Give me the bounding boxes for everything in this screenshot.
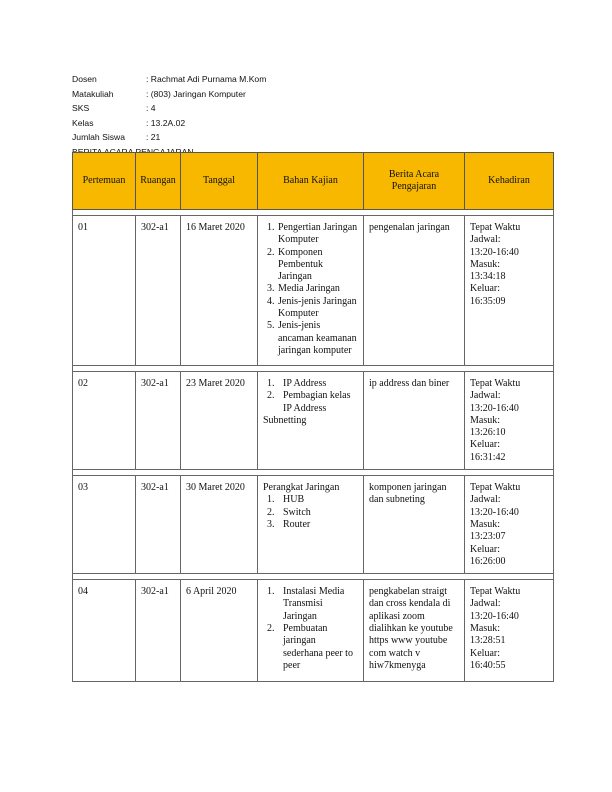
tanggal-cell: 6 April 2020 (181, 580, 258, 682)
list-item: 1. Instalasi Media Transmisi Jaringan (277, 586, 358, 623)
ruangan-cell: 302-a1 (136, 372, 181, 470)
bahan-kajian-list (263, 494, 358, 531)
bahan-kajian-cell (258, 216, 364, 366)
masuk-label: Masuk: (470, 258, 500, 270)
berita-acara-cell: pengenalan jaringan (364, 216, 465, 366)
list-item: 3. Router (277, 519, 358, 531)
kelas-row (72, 116, 266, 131)
jumlah-siswa-label: Jumlah Siswa (72, 132, 126, 143)
masuk-label: Masuk: (470, 518, 500, 530)
list-item: 2. Pembuatan jaringan sederhana peer to peer (277, 623, 358, 672)
keluar-label: Keluar: (470, 647, 500, 659)
list-item: 1. IP Address (277, 378, 358, 390)
keluar-label: Keluar: (470, 283, 500, 295)
jadwal-value: 13:20-16:40 (470, 506, 519, 518)
berita-acara-cell: pengkabelan straigt dan cross kendala di aplikasi zoom dialihkan ke youtube https www youtube com watch v hiw7kmenyga (364, 580, 465, 682)
table-row (73, 372, 554, 470)
jumlah-siswa-row (72, 130, 266, 145)
pertemuan-cell: 04 (73, 580, 136, 682)
header-bahan-kajian: Bahan Kajian (258, 153, 364, 210)
keluar-value: 16:26:00 (470, 555, 506, 567)
bahan-kajian-extra: Subnetting (263, 414, 307, 426)
masuk-value: 13:34:18 (470, 271, 506, 283)
ruangan-cell: 302-a1 (136, 476, 181, 574)
matakuliah-value: : (803) Jaringan Komputer (146, 88, 246, 99)
table-header-row (73, 153, 554, 210)
kehadiran-cell (465, 476, 554, 574)
pertemuan-cell: 02 (73, 372, 136, 470)
berita-acara-cell: ip address dan biner (364, 372, 465, 470)
bahan-kajian-cell (258, 476, 364, 574)
jadwal-value: 13:20-16:40 (470, 610, 519, 622)
attendance-status: Tepat Waktu (470, 222, 521, 233)
jumlah-siswa-value: : 21 (146, 132, 161, 143)
dosen-row (72, 72, 266, 87)
kehadiran-cell (465, 216, 554, 366)
masuk-value: 13:23:07 (470, 531, 506, 543)
kehadiran-cell (465, 372, 554, 470)
matakuliah-label: Matakuliah (72, 88, 114, 99)
header-pertemuan: Pertemuan (73, 153, 136, 210)
keluar-value: 16:31:42 (470, 451, 506, 463)
dosen-label: Dosen (72, 74, 97, 84)
bahan-kajian-intro: Perangkat Jaringan (263, 482, 340, 494)
jadwal-label: Jadwal: (470, 234, 501, 246)
ruangan-cell: 302-a1 (136, 216, 181, 366)
tanggal-cell: 23 Maret 2020 (181, 372, 258, 470)
list-item: 1. Pengertian Jaringan Komputer (277, 222, 358, 247)
table-row (73, 580, 554, 682)
keluar-label: Keluar: (470, 439, 500, 451)
keluar-value: 16:35:09 (470, 295, 506, 307)
jadwal-label: Jadwal: (470, 598, 501, 610)
list-item: 3. Media Jaringan (277, 283, 358, 295)
tanggal-cell: 30 Maret 2020 (181, 476, 258, 574)
kelas-value: : 13.2A.02 (146, 117, 186, 128)
jadwal-label: Jadwal: (470, 494, 501, 506)
attendance-status: Tepat Waktu (470, 378, 521, 389)
list-item: 2. Pembagian kelas IP Address (277, 390, 358, 415)
dosen-value: : Rachmat Adi Purnama M.Kom (146, 74, 267, 84)
bahan-kajian-cell (258, 372, 364, 470)
header-ruangan: Ruangan (136, 153, 181, 210)
sks-value: : 4 (146, 103, 156, 114)
bahan-kajian-list (263, 378, 358, 415)
jadwal-value: 13:20-16:40 (470, 246, 519, 258)
header-kehadiran: Kehadiran (465, 153, 554, 210)
sks-row (72, 101, 266, 116)
attendance-status: Tepat Waktu (470, 586, 521, 598)
list-item: 4. Jenis-jenis Jaringan Komputer (277, 296, 358, 321)
course-info (72, 72, 266, 160)
bahan-kajian-cell (258, 580, 364, 682)
masuk-label: Masuk: (470, 414, 500, 426)
jadwal-value: 13:20-16:40 (470, 402, 519, 414)
pertemuan-cell: 01 (73, 216, 136, 366)
masuk-value: 13:28:51 (470, 635, 506, 647)
jadwal-label: Jadwal: (470, 390, 501, 402)
matakuliah-row (72, 87, 266, 102)
sks-label: SKS (72, 103, 90, 114)
list-item: 5. Jenis-jenis ancaman keamanan jaringan komputer (277, 320, 358, 357)
attendance-table (72, 152, 554, 682)
masuk-label: Masuk: (470, 623, 500, 635)
header-berita-acara: Berita Acara Pengajaran (364, 153, 465, 210)
keluar-label: Keluar: (470, 543, 500, 555)
bahan-kajian-list (263, 586, 358, 672)
list-item: 1. HUB (277, 494, 358, 506)
kehadiran-cell (465, 580, 554, 682)
attendance-status: Tepat Waktu (470, 482, 521, 494)
pertemuan-cell: 03 (73, 476, 136, 574)
tanggal-cell: 16 Maret 2020 (181, 216, 258, 366)
berita-acara-cell: komponen jaringan dan subneting (364, 476, 465, 574)
kelas-label: Kelas (72, 117, 94, 128)
list-item: 2. Komponen Pembentuk Jaringan (277, 247, 358, 284)
ruangan-cell: 302-a1 (136, 580, 181, 682)
list-item: 2. Switch (277, 507, 358, 519)
header-tanggal: Tanggal (181, 153, 258, 210)
keluar-value: 16:40:55 (470, 659, 506, 671)
table-row (73, 216, 554, 366)
bahan-kajian-list (263, 222, 358, 357)
masuk-value: 13:26:10 (470, 427, 506, 439)
table-row (73, 476, 554, 574)
